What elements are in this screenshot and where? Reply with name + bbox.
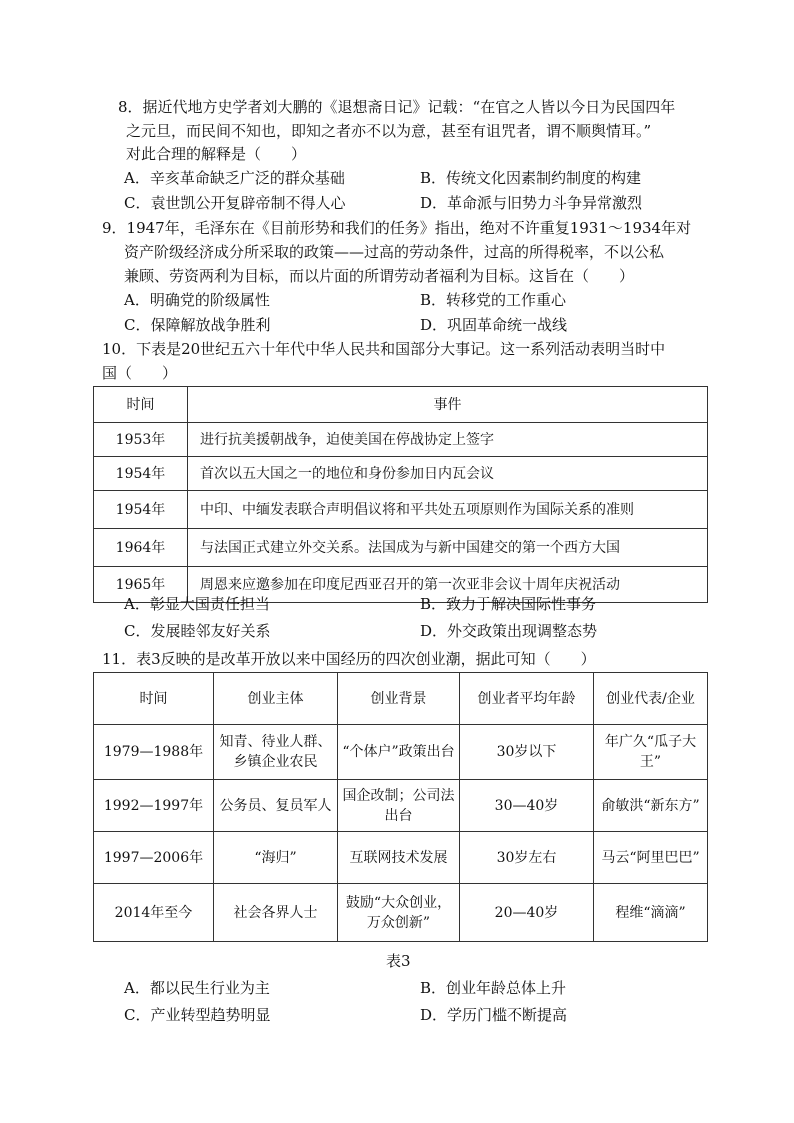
cell-subject: 公务员、复员军人 [214, 780, 338, 832]
cell-event: 中印、中缅发表联合声明倡议将和平共处五项原则作为国际关系的准则 [188, 491, 708, 529]
q8-stem-line-1: 8．据近代地方史学者刘大鹏的《退想斋日记》记载：“在官之人皆以今日为民国四年 [118, 98, 676, 116]
q10-stem-line-2: 国（ ） [102, 364, 178, 382]
cell-period: 1979—1988年 [94, 725, 214, 780]
q10-option-a: A．彰显大国责任担当 [124, 595, 270, 613]
cell-event: 进行抗美援朝战争，迫使美国在停战协定上签字 [188, 423, 708, 457]
cell-background: 互联网技术发展 [338, 832, 460, 884]
cell-year: 1954年 [94, 491, 188, 529]
q8-option-a: A．辛亥革命缺乏广泛的群众基础 [124, 169, 345, 187]
q8-option-b: B．传统文化因素制约制度的构建 [420, 169, 642, 187]
q8-stem-line-3: 对此合理的解释是（ ） [126, 145, 307, 163]
cell-subject: “海归” [214, 832, 338, 884]
table-row [94, 780, 708, 832]
q11-option-b: B．创业年龄总体上升 [420, 979, 567, 997]
cell-event: 首次以五大国之一的地位和身份参加日内瓦会议 [188, 457, 708, 491]
cell-event: 周恩来应邀参加在印度尼西亚召开的第一次亚非会议十周年庆祝活动 [188, 567, 708, 603]
header-average-age: 创业者平均年龄 [460, 673, 594, 725]
q10-option-c: C．发展睦邻友好关系 [124, 622, 271, 640]
cell-representative: 马云“阿里巴巴” [594, 832, 708, 884]
header-event: 事件 [188, 387, 708, 423]
q11-option-c: C．产业转型趋势明显 [124, 1006, 271, 1024]
table-header-row [94, 387, 708, 423]
header-subject: 创业主体 [214, 673, 338, 725]
cell-subject: 知青、待业人群、乡镇企业农民 [214, 725, 338, 780]
header-background: 创业背景 [338, 673, 460, 725]
cell-representative: 俞敏洪“新东方” [594, 780, 708, 832]
cell-period: 1992—1997年 [94, 780, 214, 832]
q9-option-a: A．明确党的阶级属性 [124, 291, 270, 309]
cell-event: 与法国正式建立外交关系。法国成为与新中国建交的第一个西方大国 [188, 529, 708, 567]
q8-option-c: C．袁世凯公开复辟帝制不得人心 [124, 194, 346, 212]
q9-stem-line-1: 9．1947年，毛泽东在《目前形势和我们的任务》指出，绝对不许重复1931～1934年对 [102, 219, 692, 237]
q11-stem-line-1: 11．表3反映的是改革开放以来中国经历的四次创业潮，据此可知（ ） [102, 650, 596, 668]
table-row [94, 423, 708, 457]
q10-option-b: B．致力于解决国际性事务 [420, 595, 597, 613]
cell-period: 1997—2006年 [94, 832, 214, 884]
cell-representative: 年广久“瓜子大王” [594, 725, 708, 780]
cell-period: 2014年至今 [94, 884, 214, 942]
q11-option-a: A．都以民生行业为主 [124, 979, 270, 997]
q10-stem-line-1: 10．下表是20世纪五六十年代中华人民共和国部分大事记。这一系列活动表明当时中 [102, 340, 666, 358]
q9-option-c: C．保障解放战争胜利 [124, 316, 271, 334]
q9-stem-line-2: 资产阶级经济成分所采取的政策——过高的劳动条件，过高的所得税率，不以公私 [124, 243, 665, 261]
q10-option-d: D．外交政策出现调整态势 [420, 622, 598, 640]
header-representative: 创业代表/企业 [594, 673, 708, 725]
q10-table [93, 386, 708, 603]
header-time: 时间 [94, 387, 188, 423]
q8-stem-line-2: 之元旦，而民间不知也，即知之者亦不以为意，甚至有诅咒者，谓不顺舆情耳。” [126, 122, 652, 140]
cell-age: 30岁左右 [460, 832, 594, 884]
cell-year: 1964年 [94, 529, 188, 567]
cell-subject: 社会各界人士 [214, 884, 338, 942]
cell-representative: 程维“滴滴” [594, 884, 708, 942]
table-row [94, 725, 708, 780]
cell-year: 1965年 [94, 567, 188, 603]
table-row [94, 491, 708, 529]
table-row [94, 529, 708, 567]
table-header-row [94, 673, 708, 725]
header-time: 时间 [94, 673, 214, 725]
table-row [94, 884, 708, 942]
cell-year: 1953年 [94, 423, 188, 457]
table-row [94, 832, 708, 884]
q9-stem-line-3: 兼顾、劳资两利为目标，而以片面的所谓劳动者福利为目标。这旨在（ ） [124, 267, 635, 285]
cell-age: 30岁以下 [460, 725, 594, 780]
q11-table [93, 672, 708, 942]
table-caption: 表3 [386, 952, 411, 970]
q9-option-d: D．巩固革命统一战线 [420, 316, 568, 334]
cell-age: 30—40岁 [460, 780, 594, 832]
cell-background: 鼓励“大众创业，万众创新” [338, 884, 460, 942]
cell-background: “个体户”政策出台 [338, 725, 460, 780]
q9-option-b: B．转移党的工作重心 [420, 291, 567, 309]
table-row [94, 457, 708, 491]
cell-age: 20—40岁 [460, 884, 594, 942]
q8-option-d: D．革命派与旧势力斗争异常激烈 [420, 194, 643, 212]
q11-option-d: D．学历门槛不断提高 [420, 1006, 568, 1024]
cell-year: 1954年 [94, 457, 188, 491]
cell-background: 国企改制；公司法出台 [338, 780, 460, 832]
